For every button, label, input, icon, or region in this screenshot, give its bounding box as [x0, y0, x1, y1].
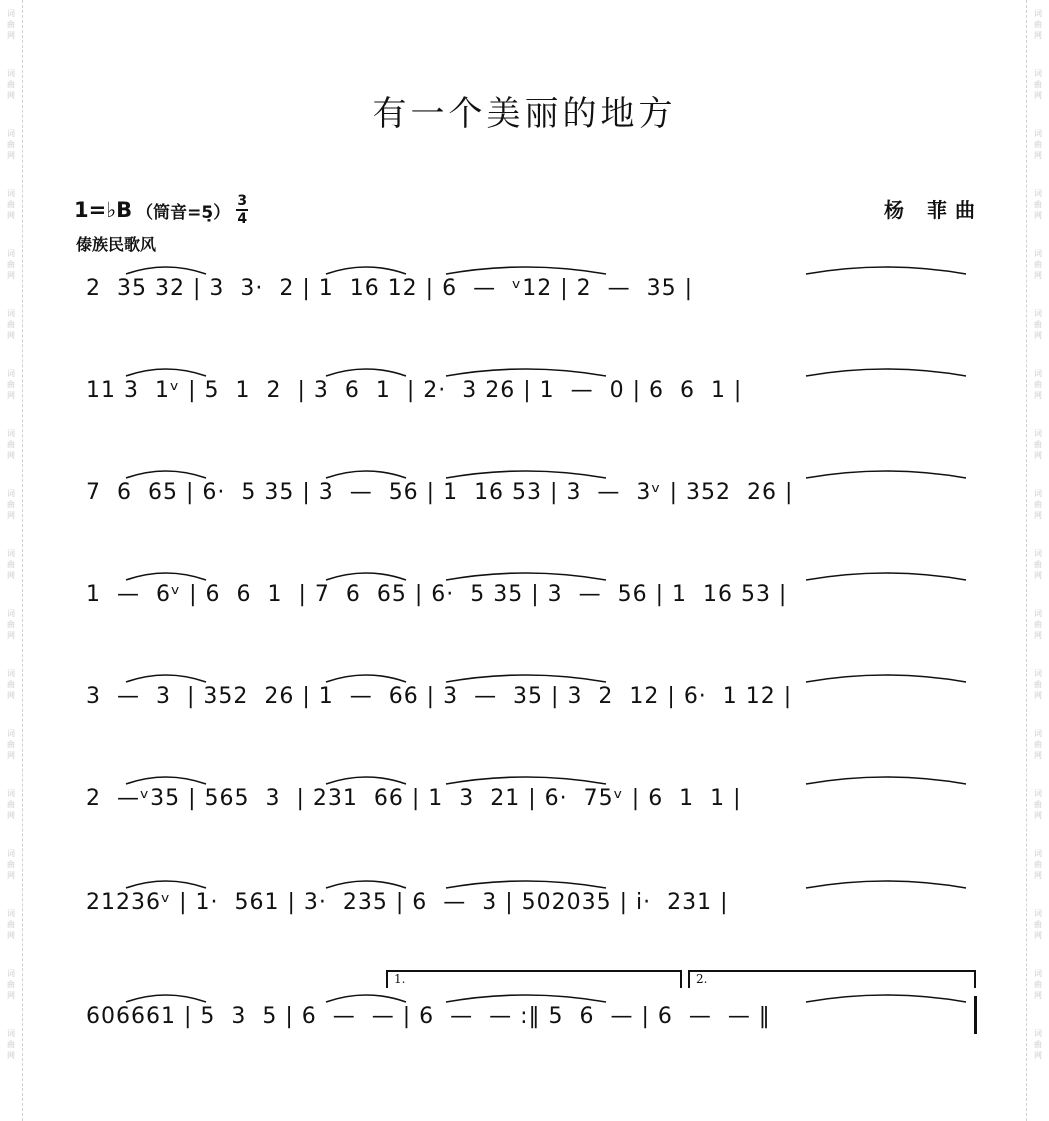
slur-marks — [86, 772, 986, 786]
score-line — [86, 876, 986, 932]
slur-arc — [446, 267, 606, 274]
watermark-text: 词曲网 — [7, 669, 15, 700]
watermark-text: 词曲网 — [1034, 849, 1042, 880]
watermark-text: 词曲网 — [1034, 369, 1042, 400]
watermark-text: 词曲网 — [7, 909, 15, 940]
slur-arc — [126, 675, 206, 682]
watermark-text: 词曲网 — [7, 549, 15, 580]
watermark-text: 词曲网 — [7, 429, 15, 460]
watermark-text: 词曲网 — [7, 249, 15, 280]
slur-arc — [806, 881, 966, 888]
key-signature: 1=♭B — [74, 198, 133, 222]
watermark-text: 词曲网 — [1034, 249, 1042, 280]
slur-arc — [806, 573, 966, 580]
score-line-notes: 2 —ᵛ35 | 565 3 | 231 66 | 1 3 21 | 6· 75ᵛ | 6 1 1 | — [86, 786, 742, 811]
watermark-text: 词曲网 — [1034, 909, 1042, 940]
slur-arc — [446, 995, 606, 1002]
slur-arc — [806, 675, 966, 682]
volta-label-1: 1. — [394, 972, 406, 986]
slur-arc — [326, 573, 406, 580]
slur-arc — [806, 267, 966, 274]
slur-arc — [326, 777, 406, 784]
slur-arc — [126, 267, 206, 274]
slur-arc — [806, 777, 966, 784]
time-signature-top: 3 — [237, 193, 248, 209]
watermark-text: 词曲网 — [7, 369, 15, 400]
watermark-text: 词曲网 — [1034, 729, 1042, 760]
slur-marks — [86, 670, 986, 684]
score-line — [86, 990, 986, 1046]
watermark-text: 词曲网 — [1034, 9, 1042, 40]
left-watermark-strip — [0, 0, 23, 1121]
score-line-notes: 11 3 1ᵛ | 5 1 2 | 3 6 1 | 2· 3 26 | 1 — 0 | 6 6 1 | — [86, 378, 743, 403]
watermark-text: 词曲网 — [1034, 129, 1042, 160]
composer: 杨 菲曲 — [884, 198, 983, 222]
slur-arc — [326, 471, 406, 478]
score-line-notes: 21236ᵛ | 1· 561 | 3· 235 | 6 — 3 | 502035 | i· 231 | — [86, 890, 729, 915]
slur-arc — [446, 471, 606, 478]
slur-arc — [326, 369, 406, 376]
score-line-notes: 7 6 65 | 6· 5 35 | 3 — 56 | 1 16 53 | 3 — 3ᵛ | 352 26 | — [86, 480, 794, 505]
slur-marks — [86, 990, 986, 1004]
slur-marks — [86, 466, 986, 480]
watermark-text: 词曲网 — [1034, 189, 1042, 220]
right-watermark-strip — [1026, 0, 1049, 1121]
watermark-text: 词曲网 — [1034, 429, 1042, 460]
song-title: 有一个美丽的地方 — [372, 94, 677, 134]
style-mark: 傣族民歌风 — [76, 235, 157, 254]
slur-arc — [126, 471, 206, 478]
watermark-text: 词曲网 — [7, 69, 15, 100]
watermark-text: 词曲网 — [7, 849, 15, 880]
slur-marks — [86, 262, 986, 276]
score-line-notes: 2 35 32 | 3 3· 2 | 1 16 12 | 6 — ᵛ12 | 2 — 35 | — [86, 276, 693, 301]
slur-arc — [806, 995, 966, 1002]
watermark-text: 词曲网 — [7, 609, 15, 640]
watermark-text: 词曲网 — [1034, 969, 1042, 1000]
time-signature-bottom: 4 — [237, 211, 248, 227]
score-line-notes: 3 — 3 | 352 26 | 1 — 66 | 3 — 35 | 3 2 12 | 6· 1 12 | — [86, 684, 793, 709]
slur-arc — [446, 369, 606, 376]
volta-first-ending — [386, 970, 682, 988]
slur-arc — [326, 267, 406, 274]
watermark-text: 词曲网 — [7, 309, 15, 340]
score-line — [86, 568, 986, 624]
slur-arc — [446, 573, 606, 580]
slur-arc — [126, 573, 206, 580]
watermark-text: 词曲网 — [1034, 609, 1042, 640]
volta-second-ending — [688, 970, 976, 988]
slur-arc — [446, 777, 606, 784]
slur-arc — [326, 881, 406, 888]
volta-label-2: 2. — [696, 972, 708, 986]
score-line — [86, 670, 986, 726]
slur-arc — [806, 471, 966, 478]
slur-arc — [326, 675, 406, 682]
slur-marks — [86, 876, 986, 890]
watermark-text: 词曲网 — [7, 729, 15, 760]
slur-arc — [446, 881, 606, 888]
slur-arc — [326, 995, 406, 1002]
watermark-text: 词曲网 — [1034, 309, 1042, 340]
score-line — [86, 262, 986, 318]
key-and-meter — [74, 194, 248, 226]
score-line-notes: 606661 | 5 3 5 | 6 — — | 6 — — :‖ 5 6 — | 6 — — ‖ — [86, 1004, 771, 1029]
score-line — [86, 772, 986, 828]
watermark-text: 词曲网 — [1034, 489, 1042, 520]
watermark-text: 词曲网 — [1034, 549, 1042, 580]
watermark-text: 词曲网 — [1034, 69, 1042, 100]
watermark-text: 词曲网 — [7, 129, 15, 160]
watermark-text: 词曲网 — [7, 489, 15, 520]
watermark-text: 词曲网 — [7, 189, 15, 220]
watermark-text: 词曲网 — [7, 789, 15, 820]
watermark-text: 词曲网 — [1034, 1029, 1042, 1060]
final-barline — [974, 996, 977, 1034]
slur-arc — [446, 675, 606, 682]
flute-pitch: （筒音=5̣） — [136, 202, 231, 223]
time-signature — [236, 194, 248, 226]
slur-arc — [806, 369, 966, 376]
score-line — [86, 364, 986, 420]
slur-arc — [126, 369, 206, 376]
score-line-notes: 1 — 6ᵛ | 6 6 1 | 7 6 65 | 6· 5 35 | 3 — 56 | 1 16 53 | — [86, 582, 788, 607]
slur-arc — [126, 995, 206, 1002]
watermark-text: 词曲网 — [7, 969, 15, 1000]
slur-marks — [86, 364, 986, 378]
slur-arc — [126, 777, 206, 784]
watermark-text: 词曲网 — [7, 9, 15, 40]
slur-arc — [126, 881, 206, 888]
watermark-text: 词曲网 — [7, 1029, 15, 1060]
score-line — [86, 466, 986, 522]
watermark-text: 词曲网 — [1034, 789, 1042, 820]
watermark-text: 词曲网 — [1034, 669, 1042, 700]
slur-marks — [86, 568, 986, 582]
